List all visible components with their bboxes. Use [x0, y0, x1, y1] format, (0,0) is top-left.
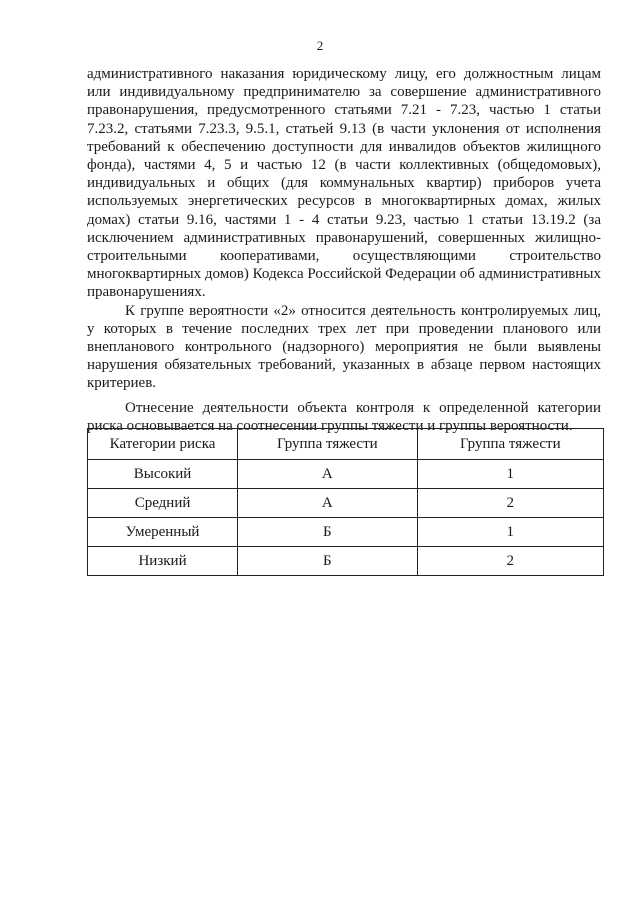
cell-probability: 2 — [417, 489, 603, 518]
cell-category: Средний — [88, 489, 238, 518]
page-number: 2 — [316, 38, 324, 53]
table-row — [88, 547, 604, 576]
paragraph-continuation: административного наказания юридическому лицу, его должностным лицам или индивидуальному предпринимателю за совершение административного правонарушения, предусмотренного статьями 7.21 - 7.23, частью 1 статьи 7.23.2, статьями 7.23.3, 9.5.1, статьей 9.13 (в части уклонения от исполнения требований к обеспечению доступности для инвалидов объектов жилищного фонда), частями 4, 5 и частью 12 (в части коллективных (общедомовых), индивидуальных и общих (для коммунальных квартир) приборов учета используемых энергетических ресурсов в многоквартирных домах, жилых домах) статьи 9.16, частями 1 - 4 статьи 9.23, частью 1 статьи 13.19.2 (за исключением административных правонарушений, совершенных жилищно-строительными кооперативами, осуществляющими строительство многоквартирных домов) Кодекса Российской Федерации об административных правонарушениях. — [87, 66, 601, 301]
cell-probability: 1 — [417, 460, 603, 489]
cell-severity: Б — [238, 547, 417, 576]
document-body — [87, 65, 601, 435]
risk-category-table — [87, 428, 604, 576]
cell-severity: А — [238, 460, 417, 489]
header-risk-category: Категории риска — [88, 429, 238, 460]
header-severity-group-2: Группа тяжести — [417, 429, 603, 460]
cell-category: Высокий — [88, 460, 238, 489]
table-row — [88, 518, 604, 547]
paragraph-probability-group: К группе вероятности «2» относится деятельность контролируемых лиц, у которых в течение последних трех лет при проведении планового или внепланового контрольного (надзорного) мероприятия не были выявлены нарушения обязательных требований, указанных в абзаце первом настоящих критериев. — [87, 302, 601, 392]
cell-severity: Б — [238, 518, 417, 547]
table-row — [88, 489, 604, 518]
header-severity-group: Группа тяжести — [238, 429, 417, 460]
paragraph-risk-assignment: Отнесение деятельности объекта контроля к определенной категории риска основывается на соотнесении группы тяжести и группы вероятности. — [87, 399, 601, 434]
table-row — [88, 460, 604, 489]
table-header-row — [88, 429, 604, 460]
cell-category: Низкий — [88, 547, 238, 576]
cell-category: Умеренный — [88, 518, 238, 547]
cell-severity: А — [238, 489, 417, 518]
cell-probability: 1 — [417, 518, 603, 547]
cell-probability: 2 — [417, 547, 603, 576]
